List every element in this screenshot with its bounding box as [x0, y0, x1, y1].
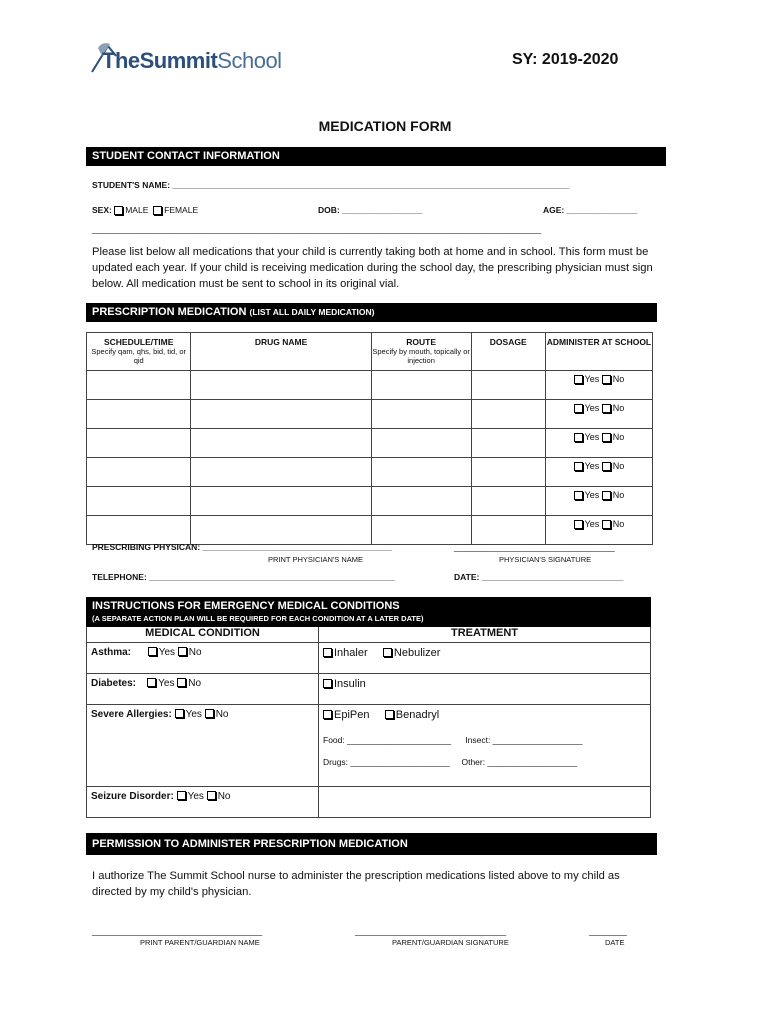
col-route: ROUTE Specify by mouth, topically or injection	[371, 333, 471, 371]
seizure-no-checkbox[interactable]	[207, 791, 216, 800]
col-dosage: DOSAGE	[471, 333, 545, 371]
date-field[interactable]: DATE: ______________________________	[454, 572, 624, 582]
route-cell[interactable]	[371, 487, 471, 516]
schedule-cell[interactable]	[87, 429, 191, 458]
instructions-paragraph: Please list below all medications that your child is currently taking both at home and in school. This form must be updated each year. If your child is receiving medication during the school day, the prescribing physician must sign below. All medication must be sent to school in its original vial.	[92, 246, 653, 290]
physician-signature-field[interactable]: __________________________________	[454, 542, 615, 552]
administer-cell: Yes No	[545, 429, 652, 458]
emergency-section-header	[86, 597, 651, 627]
prescription-table	[86, 332, 653, 545]
diabetes-yes-checkbox[interactable]	[147, 678, 156, 687]
route-cell[interactable]	[371, 371, 471, 400]
col-medical-condition: MEDICAL CONDITION	[87, 627, 319, 642]
drug-cell[interactable]	[191, 487, 371, 516]
parent-signature-caption: PARENT/GUARDIAN SIGNATURE	[392, 938, 509, 947]
drug-cell[interactable]	[191, 458, 371, 487]
dosage-cell[interactable]	[471, 400, 545, 429]
schedule-cell[interactable]	[87, 371, 191, 400]
table-row	[87, 458, 653, 487]
allergies-no-checkbox[interactable]	[205, 709, 214, 718]
table-row	[87, 400, 653, 429]
allergies-label: Severe Allergies:	[91, 708, 172, 720]
emergency-table	[86, 627, 651, 818]
sex-field	[92, 205, 198, 215]
prescription-title: PRESCRIPTION MEDICATION	[92, 306, 247, 318]
dosage-cell[interactable]	[471, 487, 545, 516]
no-checkbox[interactable]	[602, 520, 611, 529]
dosage-cell[interactable]	[471, 458, 545, 487]
parent-name-caption: PRINT PARENT/GUARDIAN NAME	[140, 938, 260, 947]
physician-signature-caption: PHYSICIAN'S SIGNATURE	[499, 555, 592, 564]
yes-checkbox[interactable]	[574, 462, 583, 471]
allergies-row: Severe Allergies: Yes No EpiPen Benadryl Food: ______________________ Insect: ___________________ Drugs: _____________________ Other: ___________________	[87, 704, 651, 786]
telephone-field[interactable]: TELEPHONE: ____________________________________________________	[92, 572, 395, 582]
benadryl-checkbox[interactable]	[385, 710, 394, 719]
nebulizer-label: Nebulizer	[393, 646, 441, 659]
administer-cell: Yes No	[545, 458, 652, 487]
administer-cell: Yes No	[545, 516, 652, 545]
permission-title: PERMISSION TO ADMINISTER PRESCRIPTION MEDICATION	[92, 838, 408, 850]
form-title: MEDICATION FORM	[318, 118, 452, 134]
student-name-field[interactable]: STUDENT'S NAME: ____________________________________________________________________________________	[92, 180, 570, 190]
table-row	[87, 371, 653, 400]
prescription-section-header	[86, 303, 657, 322]
benadryl-label: Benadryl	[395, 708, 440, 721]
female-checkbox[interactable]	[153, 206, 162, 215]
female-label: FEMALE	[164, 205, 199, 215]
yes-checkbox[interactable]	[574, 375, 583, 384]
school-logo	[86, 42, 282, 76]
yes-checkbox[interactable]	[574, 404, 583, 413]
drugs-field[interactable]: Drugs: _____________________	[323, 756, 450, 767]
nebulizer-checkbox[interactable]	[383, 648, 392, 657]
drug-cell[interactable]	[191, 516, 371, 545]
col-administer: ADMINISTER AT SCHOOL	[545, 333, 652, 371]
seizure-treatment-cell[interactable]	[319, 786, 651, 817]
other-field[interactable]: Other: ___________________	[461, 756, 578, 767]
dosage-cell[interactable]	[471, 429, 545, 458]
seizure-label: Seizure Disorder:	[91, 790, 174, 802]
no-checkbox[interactable]	[602, 375, 611, 384]
inhaler-checkbox[interactable]	[323, 648, 332, 657]
inhaler-label: Inhaler	[334, 646, 368, 659]
sex-label: SEX:	[92, 205, 112, 215]
route-cell[interactable]	[371, 458, 471, 487]
male-checkbox[interactable]	[114, 206, 123, 215]
schedule-cell[interactable]	[87, 458, 191, 487]
table-row	[87, 487, 653, 516]
epipen-checkbox[interactable]	[323, 710, 332, 719]
insulin-checkbox[interactable]	[323, 679, 332, 688]
seizure-yes-checkbox[interactable]	[177, 791, 186, 800]
yes-checkbox[interactable]	[574, 520, 583, 529]
drug-cell[interactable]	[191, 429, 371, 458]
parent-signature-field[interactable]: ________________________________	[355, 926, 507, 936]
drug-cell[interactable]	[191, 400, 371, 429]
diabetes-label: Diabetes:	[91, 677, 137, 689]
col-drug-name: DRUG NAME	[191, 333, 371, 371]
yes-checkbox[interactable]	[574, 491, 583, 500]
no-checkbox[interactable]	[602, 433, 611, 442]
student-section-title: STUDENT CONTACT INFORMATION	[92, 150, 280, 162]
male-label: MALE	[125, 205, 149, 215]
administer-cell: Yes No	[545, 487, 652, 516]
seizure-row: Seizure Disorder: Yes No	[87, 786, 651, 817]
administer-cell: Yes No	[545, 400, 652, 429]
no-checkbox[interactable]	[602, 491, 611, 500]
student-section-header	[86, 147, 666, 166]
col-treatment: TREATMENT	[319, 627, 651, 642]
dob-field[interactable]: DOB: _________________	[318, 205, 423, 215]
allergies-yes-checkbox[interactable]	[175, 709, 184, 718]
parent-date-field[interactable]: ________	[589, 926, 627, 936]
route-cell[interactable]	[371, 429, 471, 458]
schedule-cell[interactable]	[87, 516, 191, 545]
permission-section-header	[86, 833, 657, 855]
logo-text: TheSummitSchool	[102, 48, 282, 73]
asthma-row: Asthma: Yes No Inhaler Nebulizer	[87, 642, 651, 673]
prescription-subtitle: (LIST ALL DAILY MEDICATION)	[249, 307, 375, 317]
food-field[interactable]: Food: ______________________	[323, 734, 452, 745]
parent-name-field[interactable]: ____________________________________	[92, 926, 263, 936]
emergency-subtitle: (A SEPARATE ACTION PLAN WILL BE REQUIRED FOR EACH CONDITION AT A LATER DATE)	[92, 614, 424, 623]
permission-text: I authorize The Summit School nurse to administer the prescription medications listed above to my child as directed by my child's physician.	[92, 870, 620, 898]
drug-cell[interactable]	[191, 371, 371, 400]
epipen-label: EpiPen	[334, 708, 370, 721]
table-row	[87, 429, 653, 458]
asthma-yes-checkbox[interactable]	[148, 647, 157, 656]
schedule-cell[interactable]	[87, 400, 191, 429]
schedule-cell[interactable]	[87, 487, 191, 516]
asthma-label: Asthma:	[91, 646, 132, 658]
route-cell[interactable]	[371, 516, 471, 545]
student-extra-line[interactable]: _______________________________________________________________________________________________	[92, 224, 542, 234]
school-year: SY: 2019-2020	[512, 51, 619, 68]
emergency-title: INSTRUCTIONS FOR EMERGENCY MEDICAL CONDITIONS	[92, 600, 400, 612]
insect-field[interactable]: Insect: ___________________	[465, 734, 583, 745]
dosage-cell[interactable]	[471, 516, 545, 545]
no-checkbox[interactable]	[602, 462, 611, 471]
diabetes-no-checkbox[interactable]	[177, 678, 186, 687]
insulin-label: Insulin	[334, 677, 366, 690]
print-physician-caption: PRINT PHYSICIAN'S NAME	[268, 555, 364, 564]
route-cell[interactable]	[371, 400, 471, 429]
yes-checkbox[interactable]	[574, 433, 583, 442]
table-row	[87, 516, 653, 545]
col-schedule: SCHEDULE/TIME Specify qam, qhs, bid, tid, or qid	[87, 333, 191, 371]
dosage-cell[interactable]	[471, 371, 545, 400]
diabetes-row: Diabetes: Yes No Insulin	[87, 673, 651, 704]
no-checkbox[interactable]	[602, 404, 611, 413]
physician-name-field[interactable]: PRESCRIBING PHYSICAN: ________________________________________	[92, 542, 392, 552]
age-field[interactable]: AGE: _______________	[543, 205, 638, 215]
parent-date-caption: DATE	[605, 938, 625, 947]
administer-cell: Yes No	[545, 371, 652, 400]
asthma-no-checkbox[interactable]	[178, 647, 187, 656]
